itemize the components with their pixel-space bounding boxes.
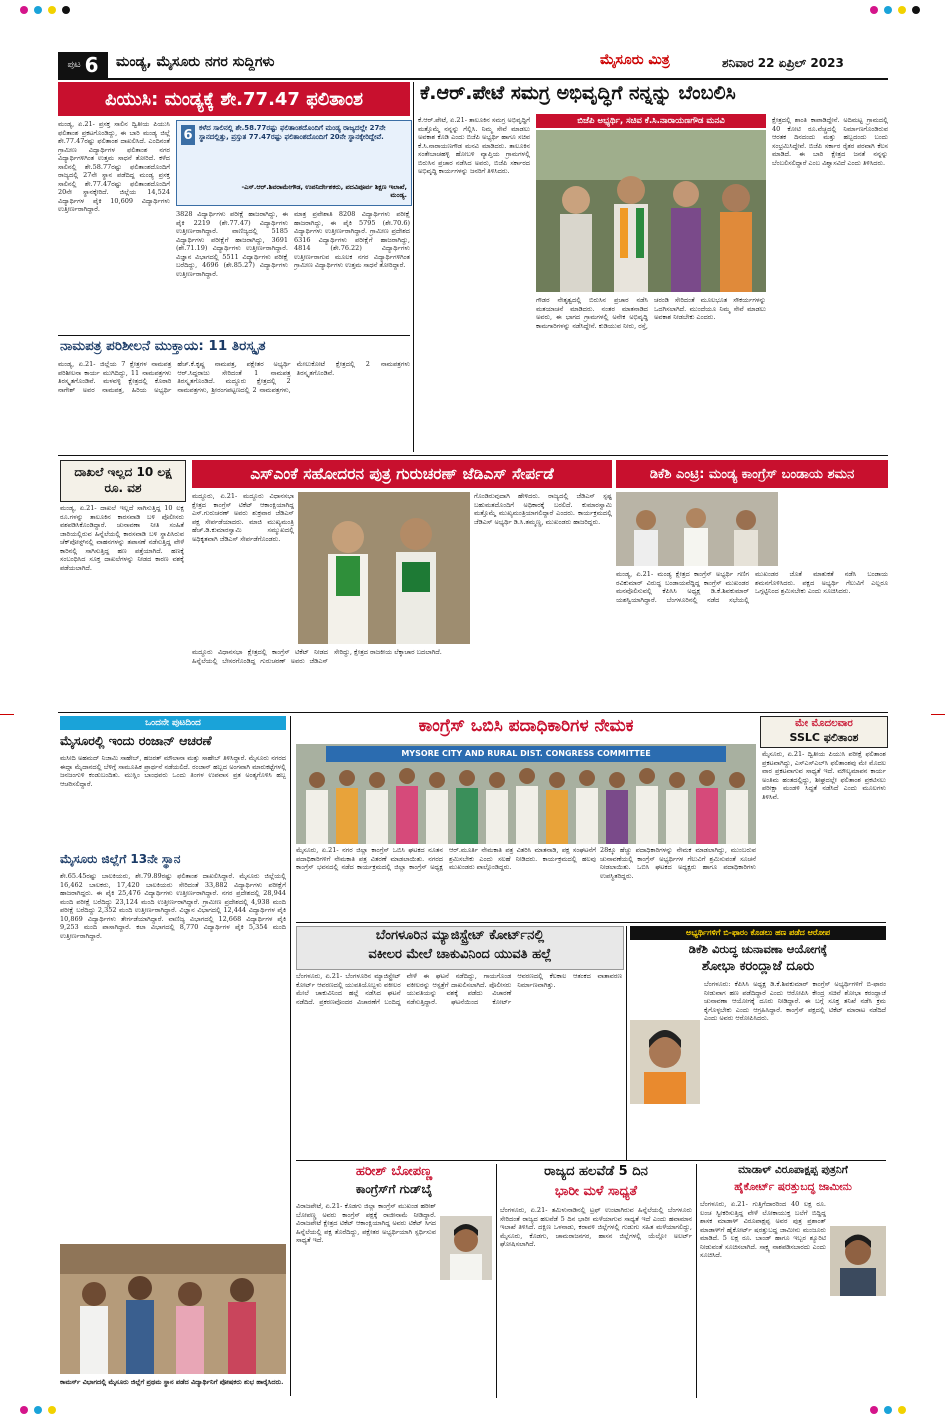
court-headline-1: ಬೆಂಗಳೂರಿನ ಮ್ಯಾಜಿಸ್ಟ್ರೇಟ್ ಕೋರ್ಟ್‌ನಲ್ಲಿ (375, 928, 545, 943)
shobha-headline-2: ಶೋಭಾ ಕರಂದ್ಲಾಜೆ ದೂರು (701, 959, 815, 974)
crop-mark (931, 714, 945, 715)
congress-obc-body2: 28ಕ್ಕೂ ಹೆಚ್ಚು ಪದಾಧಿಕಾರಿಗಳನ್ನು ನೇಮಕ ಮಾಡಲಾಗಿದ್ದು, ಮುಂಬರುವ ಚುನಾವಣೆಯಲ್ಲಿ ಕಾಂಗ್ರೆಸ್ ಅಭ್ಯರ್ಥಿಗಳ ಗೆಲುವಿಗೆ ಶ್ರಮಿಸುವಂತೆ ಸೂಚನೆ ನೀಡಲಾಯಿತು. ಒಬಿಸಿ ಘಟಕದ ಅಧ್ಯಕ್ಷರು ಹಾಗೂ ಪದಾಧಿಕಾರಿಗಳು ಉಪಸ್ಥಿತರಿದ್ದರು. (600, 846, 756, 880)
jds-body-bottom: ಮದ್ದೂರು ವಿಧಾನಸಭಾ ಕ್ಷೇತ್ರದಲ್ಲಿ ಕಾಂಗ್ರೆಸ್ ಟಿಕೆಟ್ ನೀಡದ ಹಿನ್ನೆಲೆಯಲ್ಲಿ ಬೇಸರಗೊಂಡಿದ್ದ ಗುರುಚರಣ್ ಅವರು ಜೆಡಿಎಸ್ ಸೇರಿದ್ದು, ಕ್ಷೇತ್ರದ ರಾಜಕೀಯ ಲೆಕ್ಕಾಚಾರ ಬದಲಾಗಿದೆ. (192, 648, 442, 665)
puc-body-b: 3828 ವಿದ್ಯಾರ್ಥಿಗಳು ಪರೀಕ್ಷೆ ಹಾಜರಾಗಿದ್ದು, ಈ ಪೈಕಿ 2219 (ಶೇ.77.47) ವಿದ್ಯಾರ್ಥಿಗಳು ಉತ್ತೀರ್ಣರಾಗಿದ್ದಾರೆ. ವಾಣಿಜ್ಯದಲ್ಲಿ 5185 ವಿದ್ಯಾರ್ಥಿಗಳು ಪರೀಕ್ಷೆಗೆ ಹಾಜರಾಗಿದ್ದು, 3691 (ಶೇ.71.19) ವಿದ್ಯಾರ್ಥಿಗಳು ಉತ್ತೀರ್ಣರಾಗಿದ್ದಾರೆ. ವಿಜ್ಞಾನ ವಿಭಾಗದಲ್ಲಿ 5511 ವಿದ್ಯಾರ್ಥಿಗಳು ಪರೀಕ್ಷೆ ಬರೆದಿದ್ದು, 4696 (ಶೇ.85.27) ವಿದ್ಯಾರ್ಥಿಗಳು ಉತ್ತೀರ್ಣರಾಗಿದ್ದಾರೆ. (176, 210, 288, 278)
krpet-subhead: ಬಿಜೆಪಿ ಅಭ್ಯರ್ಥಿ, ಸಚಿವ ಕೆ.ಸಿ.ನಾರಾಯಣಗೌಡ ಮನವಿ (536, 114, 766, 128)
puc-body-c: ಮಾತ್ರ ಪ್ರವೇಶಾತಿ 8208 ವಿದ್ಯಾರ್ಥಿಗಳು ಪರೀಕ್ಷೆ ಹಾಜರಾಗಿದ್ದು, ಈ ಪೈಕಿ 5795 (ಶೇ.70.6) ವಿದ್ಯಾರ್ಥಿಗಳು ಉತ್ತೀರ್ಣರಾಗಿದ್ದಾರೆ. ಗ್ರಾಮೀಣ ಪ್ರದೇಶದ 6316 ವಿದ್ಯಾರ್ಥಿಗಳು ಪರೀಕ್ಷೆಗೆ ಹಾಜರಾಗಿದ್ದು, 4814 (ಶೇ.76.22) ವಿದ್ಯಾರ್ಥಿಗಳು ಉತ್ತೀರ್ಣರಾಗುವ ಮೂಲಕ ನಗರ ವಿದ್ಯಾರ್ಥಿಗಳಿಗಿಂತ ಗ್ರಾಮೀಣ ವಿದ್ಯಾರ್ಥಿಗಳು ಉತ್ತಮ ಸಾಧನೆ ತೋರಿದ್ದಾರೆ. (294, 210, 410, 269)
portrait-illustration (830, 1226, 886, 1296)
registration-mark (48, 6, 56, 14)
nomination-body: ಮಂಡ್ಯ, ಏ.21- ಜಿಲ್ಲೆಯ 7 ಕ್ಷೇತ್ರಗಳ ನಾಮಪತ್ರ ಪರಿಶೀಲನಾ ಕಾರ್ಯ ಮುಗಿದಿದ್ದು, 11 ನಾಮಪತ್ರಗಳು ತಿರಸ್ಕೃತಗೊಂಡಿವೆ. ಮಳವಳ್ಳಿ ಕ್ಷೇತ್ರದಲ್ಲಿ ಕೊಠಾರಿ ನಾಗೇಶ್ ಅವರ ನಾಮಪತ್ರ, ಹಿರಿಯ ಅಭ್ಯರ್ಥಿ ಹೆಚ್.ಕೆ.ಕೃಷ್ಣ ನಾಮಪತ್ರ, ಪಕ್ಷೇತರ ಅಭ್ಯರ್ಥಿ ಆರ್.ಸಿದ್ದರಾಜು ಸೇರಿದಂತೆ 1 ನಾಮಪತ್ರ ತಿರಸ್ಕೃತಗೊಂಡಿದೆ. ಮದ್ದೂರು ಕ್ಷೇತ್ರದಲ್ಲಿ 2 ನಾಮಪತ್ರಗಳು, ಶ್ರೀರಂಗಪಟ್ಟಣದಲ್ಲಿ 2 ನಾಮಪತ್ರಗಳು, ಮೇಲುಕೋಟೆ ಕ್ಷೇತ್ರದಲ್ಲಿ 2 ನಾಮಪತ್ರಗಳು ತಿರಸ್ಕೃತಗೊಂಡಿವೆ. (58, 360, 410, 394)
divider (296, 1160, 886, 1161)
portrait-illustration (440, 1216, 492, 1280)
shobha-body: ಬೆಂಗಳೂರು: ಕೆಪಿಸಿಸಿ ಅಧ್ಯಕ್ಷ ಡಿ.ಕೆ.ಶಿವಕುಮಾರ್ ಕಾಂಗ್ರೆಸ್ ಅಭ್ಯರ್ಥಿಗಳಿಗೆ ಬಿ-ಫಾರಂ ನೀಡುವಾಗ ಹಣ ಪಡೆದಿದ್ದಾರೆ ಎಂದು ಆರೋಪಿಸಿ ಕೇಂದ್ರ ಸಚಿವೆ ಶೋಭಾ ಕರಂದ್ಲಾಜೆ ಚುನಾವಣಾ ಆಯೋಗಕ್ಕೆ ದೂರು ನೀಡಿದ್ದಾರೆ. ಈ ಬಗ್ಗೆ ಸೂಕ್ತ ತನಿಖೆ ನಡೆಸಿ ಕ್ರಮ ಕೈಗೊಳ್ಳಬೇಕು ಎಂದು ಆಗ್ರಹಿಸಿದ್ದಾರೆ. ಕಾಂಗ್ರೆಸ್ ಪಕ್ಷದಲ್ಲಿ ಟಿಕೆಟ್ ಮಾರಾಟ ನಡೆದಿದೆ ಎಂದು ಅವರು ಆರೋಪಿಸಿದರು. (704, 980, 886, 1022)
jds-joining-photo-illustration (298, 492, 470, 644)
harish-photo (440, 1216, 492, 1280)
paper-date: ಶನಿವಾರ 22 ಏಪ್ರಿಲ್ 2023 (722, 56, 844, 70)
crowd-photo-illustration (536, 130, 766, 292)
puc-headline: ಪಿಯುಸಿ: ಮಂಡ್ಯಕ್ಕೆ ಶೇ.77.47 ಫಲಿತಾಂಶ (58, 82, 410, 116)
court-headline-2: ವಕೀಲರ ಮೇಲೆ ಚಾಕುವಿನಿಂದ ಯುವತಿ ಹಲ್ಲೆ (368, 947, 552, 962)
harish-body: ವಿರಾಜಪೇಟೆ, ಏ.21- ಕೊಡಗು ಜಿಲ್ಲಾ ಕಾಂಗ್ರೆಸ್ ಮುಖಂಡ ಹರೀಶ್ ಬೋಪಣ್ಣ ಅವರು ಕಾಂಗ್ರೆಸ್ ಪಕ್ಷಕ್ಕೆ ರಾಜೀನಾಮೆ ನೀಡಿದ್ದಾರೆ. ವಿರಾಜಪೇಟೆ ಕ್ಷೇತ್ರದ ಟಿಕೆಟ್ ಆಕಾಂಕ್ಷಿಯಾಗಿದ್ದ ಅವರು ಟಿಕೆಟ್ ಸಿಗದ ಹಿನ್ನೆಲೆಯಲ್ಲಿ ಪಕ್ಷ ತೊರೆದಿದ್ದು, ಪಕ್ಷೇತರ ಅಭ್ಯರ್ಥಿಯಾಗಿ ಸ್ಪರ್ಧಿಸುವ ಸಾಧ್ಯತೆ ಇದೆ. (296, 1202, 436, 1244)
dakhale-headline-box (60, 460, 186, 502)
registration-mark (870, 6, 878, 14)
madal-body: ಬೆಂಗಳೂರು, ಏ.21- ಗುತ್ತಿಗೆದಾರರಿಂದ 40 ಲಕ್ಷ ರೂ. ಲಂಚ ಸ್ವೀಕರಿಸುತ್ತಿದ್ದ ವೇಳೆ ಲೋಕಾಯುಕ್ತ ಬಲೆಗೆ ಬಿದ್ದಿದ್ದ ಶಾಸಕ ಮಾಡಾಳ್ ವಿರೂಪಾಕ್ಷಪ್ಪ ಅವರ ಪುತ್ರ ಪ್ರಶಾಂತ್ ಮಾಡಾಳ್‌ಗೆ ಹೈಕೋರ್ಟ್ ಷರತ್ತುಬದ್ಧ ಜಾಮೀನು ಮಂಜೂರು ಮಾಡಿದೆ. 5 ಲಕ್ಷ ರೂ. ಬಾಂಡ್ ಹಾಗೂ ಇಬ್ಬರ ಶ್ಯೂರಿಟಿ ನೀಡುವಂತೆ ಸೂಚಿಸಲಾಗಿದೆ. ಸಾಕ್ಷ್ಯ ನಾಶಪಡಿಸಬಾರದು ಎಂದು ಸೂಚಿಸಿದೆ. (700, 1200, 826, 1259)
family-photo-caption: ಕಾಮರ್ಸ್ ವಿಭಾಗದಲ್ಲಿ ಮೈಸೂರು ಜಿಲ್ಲೆಗೆ ಪ್ರಥಮ ಸ್ಥಾನ ಪಡೆದ ವಿದ್ಯಾರ್ಥಿನಿಗೆ ಪೋಷಕರು ಶುಭ ಹಾರೈಸಿದರು. (60, 1378, 284, 1386)
page-number-box (58, 52, 108, 78)
jds-photo (298, 492, 470, 644)
jds-body-right: ಗೊಂಡಿರುವುದಾಗಿ ಹೇಳಿದರು. ರಾಜ್ಯದಲ್ಲಿ ಜೆಡಿಎಸ್ ಸ್ಪಷ್ಟ ಬಹುಮತದೊಂದಿಗೆ ಅಧಿಕಾರಕ್ಕೆ ಬರಲಿದೆ. ಕುಮಾರಸ್ವಾಮಿ ಮತ್ತೊಮ್ಮೆ ಮುಖ್ಯಮಂತ್ರಿಯಾಗಲಿದ್ದಾರೆ ಎಂದರು. ಕಾರ್ಯಕ್ರಮದಲ್ಲಿ ಜೆಡಿಎಸ್ ಅಭ್ಯರ್ಥಿ ಡಿ.ಸಿ.ತಮ್ಮಣ್ಣ, ಮುಖಂಡರು ಹಾಜರಿದ್ದರು. (474, 492, 612, 526)
registration-mark (870, 1406, 878, 1414)
mysuru13-body: ಶೇ.65.45ರಷ್ಟು ಬಾಲಕಿಯರು, ಶೇ.79.89ರಷ್ಟು ಫಲಿತಾಂಶ ದಾಖಲಿಸಿದ್ದಾರೆ. ಮೈಸೂರು ಜಿಲ್ಲೆಯಲ್ಲಿ 16,462 ಬಾಲಕರು, 17,420 ಬಾಲಕಿಯರು ಸೇರಿದಂತೆ 33,882 ವಿದ್ಯಾರ್ಥಿಗಳು ಪರೀಕ್ಷೆಗೆ ಹಾಜರಾಗಿದ್ದರು. ಈ ಪೈಕಿ 25,476 ವಿದ್ಯಾರ್ಥಿಗಳು ಉತ್ತೀರ್ಣರಾಗಿದ್ದಾರೆ. ನಗರ ಪ್ರದೇಶದಲ್ಲಿ 28,944 ಮಂದಿ ಪರೀಕ್ಷೆ ಬರೆದಿದ್ದು 23,124 ಮಂದಿ ಉತ್ತೀರ್ಣರಾಗಿದ್ದಾರೆ. ಗ್ರಾಮೀಣ ಪ್ರದೇಶದಲ್ಲಿ 4,938 ಮಂದಿ ಪರೀಕ್ಷೆ ಬರೆದಿದ್ದು 2,352 ಮಂದಿ ಉತ್ತೀರ್ಣರಾಗಿದ್ದಾರೆ. ವಿಜ್ಞಾನ ವಿಭಾಗದಲ್ಲಿ 12,444 ವಿದ್ಯಾರ್ಥಿಗಳ ಪೈಕಿ 10,869 ವಿದ್ಯಾರ್ಥಿಗಳು ತೇರ್ಗಡೆಯಾಗಿದ್ದಾರೆ. ವಾಣಿಜ್ಯ ವಿಭಾಗದಲ್ಲಿ 12,668 ವಿದ್ಯಾರ್ಥಿಗಳ ಪೈಕಿ 9,253 ಮಂದಿ ಪಾಸಾಗಿದ್ದಾರೆ. ಕಲಾ ವಿಭಾಗದಲ್ಲಿ 8,770 ವಿದ್ಯಾರ್ಥಿಗಳ ಪೈಕಿ 5,354 ಮಂದಿ ಉತ್ತೀರ್ಣರಾಗಿದ್ದಾರೆ. (60, 872, 286, 940)
family-photo-illustration (60, 1244, 286, 1374)
continued-banner: ಒಂದನೇ ಪುಟದಿಂದ (60, 716, 286, 730)
page-number: 6 (84, 53, 99, 77)
meeting-photo-illustration (616, 492, 778, 566)
registration-mark (34, 6, 42, 14)
madal-headline-1: ಮಾಡಾಳ್ ವಿರೂಪಾಕ್ಷಪ್ಪ ಪುತ್ರನಿಗೆ (738, 1164, 848, 1176)
krpet-body-left: ಕೆ.ಆರ್.ಪೇಟೆ, ಏ.21- ತಾಲೂಕಿನ ಸಮಗ್ರ ಅಭಿವೃದ್ಧಿಗೆ ಮತ್ತೊಮ್ಮೆ ನನ್ನನ್ನು ಗೆಲ್ಲಿಸಿ. ನಿಮ್ಮ ಸೇವೆ ಮಾಡಲು ಅವಕಾಶ ಕೊಡಿ ಎಂದು ಬಿಜೆಪಿ ಅಭ್ಯರ್ಥಿ ಹಾಗೂ ಸಚಿವ ಕೆ.ಸಿ.ನಾರಾಯಣಗೌಡ ಮನವಿ ಮಾಡಿದರು. ತಾಲೂಕಿನ ಸಂತೇಬಾಚಹಳ್ಳಿ ಹೋಬಳಿ ವ್ಯಾಪ್ತಿಯ ಗ್ರಾಮಗಳಲ್ಲಿ ಬಿರುಸಿನ ಪ್ರಚಾರ ನಡೆಸಿದ ಅವರು, ಬಿಜೆಪಿ ಸರ್ಕಾರದ ಅಭಿವೃದ್ಧಿ ಕಾರ್ಯಗಳನ್ನು ಜನರಿಗೆ ತಿಳಿಸಿದರು. (418, 116, 530, 175)
section-title: ಮಂಡ್ಯ, ಮೈಸೂರು ನಗರ ಸುದ್ದಿಗಳು (116, 54, 275, 70)
rain-headline-2: ಭಾರೀ ಮಳೆ ಸಾಧ್ಯತೆ (554, 1184, 638, 1199)
sslc-body: ಮೈಸೂರು, ಏ.21- ದ್ವಿತೀಯ ಪಿಯುಸಿ ಪರೀಕ್ಷೆ ಫಲಿತಾಂಶ ಪ್ರಕಟವಾಗಿದ್ದು, ಎಸ್‌ಎಸ್‌ಎಲ್‌ಸಿ ಫಲಿತಾಂಶವು ಮೇ ಮೊದಲ ವಾರ ಪ್ರಕಟವಾಗುವ ಸಾಧ್ಯತೆ ಇದೆ. ಮೌಲ್ಯಮಾಪನ ಕಾರ್ಯ ಅಂತಿಮ ಹಂತದಲ್ಲಿದ್ದು, ಶೀಘ್ರದಲ್ಲೇ ಫಲಿತಾಂಶ ಪ್ರಕಟಿಸಲು ಪರೀಕ್ಷಾ ಮಂಡಳಿ ಸಿದ್ಧತೆ ನಡೆಸಿದೆ ಎಂದು ಮೂಲಗಳು ತಿಳಿಸಿವೆ. (762, 750, 886, 801)
registration-mark (20, 6, 28, 14)
divider (58, 455, 888, 456)
dkshi-photo (616, 492, 778, 566)
puc-highlight-text: ಕಳೆದ ಸಾಲಿನಲ್ಲಿ ಶೇ.58.77ರಷ್ಟು ಫಲಿತಾಂಶದೊಂದಿಗೆ ಮಂಡ್ಯ ರಾಜ್ಯದಲ್ಲೇ 27ನೇ ಸ್ಥಾನದಲ್ಲಿತ್ತು, ಪ್ರಸ್ತುತ 77.47ರಷ್ಟು ಫಲಿತಾಂಶದೊಂದಿಗೆ 20ನೇ ಸ್ಥಾನಕ್ಕೇರಿದ್ದೇವೆ. (199, 124, 386, 141)
congress-obc-body: ಮೈಸೂರು, ಏ.21- ನಗರ ಜಿಲ್ಲಾ ಕಾಂಗ್ರೆಸ್ ಒಬಿಸಿ ಘಟಕದ ನೂತನ ಪದಾಧಿಕಾರಿಗಳಿಗೆ ನೇಮಕಾತಿ ಪತ್ರ ವಿತರಣೆ ಮಾಡಲಾಯಿತು. ನಗರದ ಕಾಂಗ್ರೆಸ್ ಭವನದಲ್ಲಿ ನಡೆದ ಕಾರ್ಯಕ್ರಮದಲ್ಲಿ ಜಿಲ್ಲಾ ಕಾಂಗ್ರೆಸ್ ಅಧ್ಯಕ್ಷ ಆರ್.ಮೂರ್ತಿ ನೇಮಕಾತಿ ಪತ್ರ ವಿತರಿಸಿ ಮಾತನಾಡಿ, ಪಕ್ಷ ಸಂಘಟನೆಗೆ ಶ್ರಮಿಸಬೇಕು ಎಂದು ಸಲಹೆ ನೀಡಿದರು. ಕಾರ್ಯಕ್ರಮದಲ್ಲಿ ಹಲವು ಮುಖಂಡರು ಪಾಲ್ಗೊಂಡಿದ್ದರು. (296, 846, 596, 871)
dakhale-headline: ದಾಖಲೆ ಇಲ್ಲದ 10 ಲಕ್ಷ ರೂ. ವಶ (74, 465, 172, 495)
group-people-illustration (296, 764, 756, 844)
dkshi-headline: ಡಿಕೆಶಿ ಎಂಟ್ರಿ: ಮಂಡ್ಯ ಕಾಂಗ್ರೆಸ್ ಬಂಡಾಯ ಶಮನ (616, 460, 888, 488)
registration-mark (884, 6, 892, 14)
highlight-number-icon: 6 (181, 125, 195, 145)
registration-mark (898, 6, 906, 14)
krpet-body-right: ಕ್ಷೇತ್ರದಲ್ಲಿ ಶಾಂತಿ ಕಾಪಾಡಿದ್ದೇನೆ. ಅದಿಮಟ್ಟ ಗ್ರಾಮದಲ್ಲಿ 40 ಕೋಟಿ ರೂ.ವೆಚ್ಚದಲ್ಲಿ ನಿರ್ಮಾಣಗೊಂಡಿರುವ ಆರತಕ ದಿನದಂದು ಮತ್ತು ಹಬ್ಬದಂದು ಬಂದು ಸಂಭ್ರಮಿಸಿದ್ದೇವೆ. ಬಿಜೆಪಿ ಸರ್ಕಾರ ರೈತರ ಪರವಾಗಿ ಕೆಲಸ ಮಾಡಿದೆ. ಈ ಬಾರಿ ಕ್ಷೇತ್ರದ ಜನತೆ ನನ್ನನ್ನು ಬೆಂಬಲಿಸಲಿದ್ದಾರೆ ಎಂಬ ವಿಶ್ವಾಸವಿದೆ ಎಂದು ತಿಳಿಸಿದರು. (772, 116, 888, 167)
divider (296, 922, 886, 923)
shobha-headline-1: ಡಿಕೆಶಿ ವಿರುದ್ಧ ಚುನಾವಣಾ ಆಯೋಗಕ್ಕೆ (688, 942, 828, 956)
registration-mark (898, 1406, 906, 1414)
rain-headline-1: ರಾಜ್ಯದ ಹಲವೆಡೆ 5 ದಿನ (544, 1164, 648, 1179)
krpet-body-mid: ಗೌಡರ ನೇತೃತ್ವದಲ್ಲಿ ಬಿರುಸಿನ ಪ್ರಚಾರ ನಡೆಸಿ ಮತಯಾಚನೆ ಮಾಡಿದರು. ನಂತರ ಮಾತನಾಡಿದ ಅವರು, ಈ ಭಾಗದ ಗ್ರಾಮಗಳಲ್ಲಿ ಅನೇಕ ಅಭಿವೃದ್ಧಿ ಕಾಮಗಾರಿಗಳನ್ನು ನಡೆಸಿದ್ದೇನೆ. ಕುಡಿಯುವ ನೀರು, ರಸ್ತೆ, ಚರಂಡಿ ಸೇರಿದಂತೆ ಮೂಲಭೂತ ಸೌಕರ್ಯಗಳನ್ನು ಒದಗಿಸಲಾಗಿದೆ. ಮುಂದೆಯೂ ನಿಮ್ಮ ಸೇವೆ ಮಾಡಲು ಅವಕಾಶ ನೀಡಬೇಕು ಎಂದರು. (536, 296, 766, 330)
mysuru13-headline: ಮೈಸೂರು ಜಿಲ್ಲೆಗೆ 13ನೇ ಸ್ಥಾನ (60, 852, 181, 866)
registration-mark (20, 1406, 28, 1414)
court-body: ಬೆಂಗಳೂರು, ಏ.21- ಬೆಂಗಳೂರಿನ ಮ್ಯಾಜಿಸ್ಟ್ರೇಟ್ ಕೋರ್ಟ್ ಆವರಣದಲ್ಲಿ ಯುವತಿಯೊಬ್ಬಳು ವಕೀಲರ ಮೇಲೆ ಚಾಕುವಿನಿಂದ ಹಲ್ಲೆ ನಡೆಸಿದ ಘಟನೆ ನಡೆದಿದೆ. ಪ್ರಕರಣವೊಂದರ ವಿಚಾರಣೆಗೆ ಬಂದಿದ್ದ ವೇಳೆ ಈ ಘಟನೆ ನಡೆದಿದ್ದು, ಗಾಯಗೊಂಡ ವಕೀಲರನ್ನು ಆಸ್ಪತ್ರೆಗೆ ದಾಖಲಿಸಲಾಗಿದೆ. ಪೊಲೀಸರು ಯುವತಿಯನ್ನು ವಶಕ್ಕೆ ಪಡೆದು ವಿಚಾರಣೆ ನಡೆಸುತ್ತಿದ್ದಾರೆ. ಘಟನೆಯಿಂದ ಕೋರ್ಟ್ ಆವರಣದಲ್ಲಿ ಕೆಲಕಾಲ ಆತಂಕದ ವಾತಾವರಣ ನಿರ್ಮಾಣವಾಗಿತ್ತು. (296, 972, 622, 1006)
harish-headline-1: ಹರೀಶ್ ಬೋಪಣ್ಣ (355, 1164, 433, 1179)
ranjan-headline: ಮೈಸೂರಲ್ಲಿ ಇಂದು ರಂಜಾನ್ ಆಚರಣೆ (60, 733, 212, 748)
column-divider (626, 926, 627, 1160)
congress-obc-headline: ಕಾಂಗ್ರೆಸ್ ಒಬಿಸಿ ಪದಾಧಿಕಾರಿಗಳ ನೇಮಕ (418, 716, 634, 736)
harish-headline-2: ಕಾಂಗ್ರೆಸ್‌ಗೆ ಗುಡ್‌ಬೈ (355, 1182, 433, 1196)
registration-mark (48, 1406, 56, 1414)
congress-banner-text: MYSORE CITY AND RURAL DIST. CONGRESS COMMITTEE (401, 749, 651, 758)
registration-mark (34, 1406, 42, 1414)
column-divider (696, 1164, 697, 1398)
crop-mark (0, 714, 14, 715)
madal-photo (830, 1226, 886, 1296)
column-divider (496, 1164, 497, 1398)
divider (58, 335, 410, 336)
family-photo (60, 1244, 286, 1374)
ranjan-body: ಮಸೀದಿ ಅಹಮದ್ ನಿಜಾಮಿ ಸಾಹೇಬ್, ಹಜರತ್ ಮೌಲಾನಾ ಮತ್ತು ಸಾಹೇಬ್ ತಿಳಿಸಿದ್ದಾರೆ. ಮೈಸೂರು ನಗರದ ಈದ್ಗಾ ಮೈದಾನದಲ್ಲಿ ಬೆಳಿಗ್ಗೆ ಸಾಮೂಹಿಕ ಪ್ರಾರ್ಥನೆ ನಡೆಯಲಿದೆ. ರಂಜಾನ್ ಹಬ್ಬದ ಅಂಗವಾಗಿ ಮಾರುಕಟ್ಟೆಗಳಲ್ಲಿ ಜನಜಂಗುಳಿ ಕಂಡುಬಂದಿತು. ಮುಸ್ಲಿಂ ಬಾಂಧವರು ಒಂದು ತಿಂಗಳ ಉಪವಾಸ ವ್ರತ ಅಂತ್ಯಗೊಳಿಸಿ ಹಬ್ಬ ಆಚರಿಸಲಿದ್ದಾರೆ. (60, 754, 286, 788)
shobha-kicker: ಅಭ್ಯರ್ಥಿಗಳಿಗೆ ಬಿ-ಫಾರಂ ಕೊಡಲು ಹಣ ಪಡೆದ ಆರೋಪ (630, 926, 886, 940)
column-divider (290, 716, 291, 1396)
sslc-headline-2: SSLC ಫಲಿತಾಂಶ (789, 731, 859, 744)
jds-body-left: ಮದ್ದೂರು, ಏ.21- ಮದ್ದೂರು ವಿಧಾನಸಭಾ ಕ್ಷೇತ್ರದ ಕಾಂಗ್ರೆಸ್ ಟಿಕೆಟ್ ಆಕಾಂಕ್ಷಿಯಾಗಿದ್ದ ಎಸ್.ಗುರುಚರಣ್ ಅವರು ಶುಕ್ರವಾರ ಜೆಡಿಎಸ್ ಪಕ್ಷ ಸೇರ್ಪಡೆಯಾದರು. ಮಾಜಿ ಮುಖ್ಯಮಂತ್ರಿ ಹೆಚ್.ಡಿ.ಕುಮಾರಸ್ವಾಮಿ ಸಮ್ಮುಖದಲ್ಲಿ ಅಧಿಕೃತವಾಗಿ ಜೆಡಿಎಸ್ ಸೇರ್ಪಡೆಗೊಂಡರು. (192, 492, 294, 543)
congress-obc-photo (296, 744, 756, 844)
registration-mark (884, 1406, 892, 1414)
page-label: ಪುಟ (67, 60, 81, 70)
puc-body-a: ಮಂಡ್ಯ, ಏ.21- ಪ್ರಸಕ್ತ ಸಾಲಿನ ದ್ವಿತೀಯ ಪಿಯುಸಿ ಫಲಿತಾಂಶ ಪ್ರಕಟಗೊಂಡಿದ್ದು, ಈ ಬಾರಿ ಮಂಡ್ಯ ಜಿಲ್ಲೆ ಶೇ.77.47ರಷ್ಟು ಫಲಿತಾಂಶ ದಾಖಲಿಸಿದೆ. ಎಂದಿನಂತೆ ಗ್ರಾಮೀಣ ವಿದ್ಯಾರ್ಥಿಗಳ ಫಲಿತಾಂಶ ನಗರ ವಿದ್ಯಾರ್ಥಿಗಳಿಗಿಂತ ಉತ್ತಮ ಸಾಧನೆ ತೋರಿದೆ. ಕಳೆದ ಸಾಲಿನಲ್ಲಿ ಶೇ.58.77ರಷ್ಟು ಫಲಿತಾಂಶದೊಂದಿಗೆ ರಾಜ್ಯದಲ್ಲಿ 27ನೇ ಸ್ಥಾನ ಪಡೆದಿದ್ದ ಮಂಡ್ಯ ಪ್ರಸಕ್ತ ಸಾಲಿನಲ್ಲಿ ಶೇ.77.47ರಷ್ಟು ಫಲಿತಾಂಶದೊಂದಿಗೆ 20ನೇ ಸ್ಥಾನಕ್ಕೇರಿದೆ. ಜಿಲ್ಲೆಯ 14,524 ವಿದ್ಯಾರ್ಥಿಗಳ ಪೈಕಿ 10,609 ವಿದ್ಯಾರ್ಥಿಗಳು ಉತ್ತೀರ್ಣರಾಗಿದ್ದಾರೆ. (58, 120, 170, 213)
registration-mark (912, 6, 920, 14)
puc-quote-by: -ಎಸ್.ಆರ್.ಶಿವರಾಮೇಗೌಡ, ಉಪನಿರ್ದೇಶಕರು, ಪದವಿಪೂರ್ವ ಶಿಕ್ಷಣ ಇಲಾಖೆ, ಮಂಡ್ಯ. (241, 183, 407, 199)
krpet-headline: ಕೆ.ಆರ್.ಪೇಟೆ ಸಮಗ್ರ ಅಭಿವೃದ್ಧಿಗೆ ನನ್ನನ್ನು ಬೆಂಬಲಿಸಿ (420, 82, 736, 104)
dakhale-body: ಮಂಡ್ಯ, ಏ.21- ದಾಖಲೆ ಇಲ್ಲದೆ ಸಾಗಿಸುತ್ತಿದ್ದ 10 ಲಕ್ಷ ರೂ.ಗಳನ್ನು ತಾಲೂಕಿನ ಕಾರಸವಾಡಿ ಬಳಿ ಪೊಲೀಸರು ವಶಪಡಿಸಿಕೊಂಡಿದ್ದಾರೆ. ಚುನಾವಣಾ ನೀತಿ ಸಂಹಿತೆ ಜಾರಿಯಲ್ಲಿರುವ ಹಿನ್ನೆಲೆಯಲ್ಲಿ ಕಾರಸವಾಡಿ ಬಳಿ ಸ್ಥಾಪಿಸಿರುವ ಚೆಕ್‌ಪೋಸ್ಟ್‌ನಲ್ಲಿ ವಾಹನಗಳನ್ನು ತಪಾಸಣೆ ನಡೆಸುತ್ತಿದ್ದ ವೇಳೆ ಕಾರಿನಲ್ಲಿ ಸಾಗಿಸುತ್ತಿದ್ದ ಹಣ ಪತ್ತೆಯಾಗಿದೆ. ಹಣಕ್ಕೆ ಸಂಬಂಧಿಸಿದ ಸೂಕ್ತ ದಾಖಲೆಗಳನ್ನು ನೀಡದ ಕಾರಣ ವಶಕ್ಕೆ ಪಡೆಯಲಾಗಿದೆ. (60, 504, 184, 572)
sslc-headline-1: ಮೇ ಮೊದಲವಾರ (795, 718, 853, 729)
shobha-photo (630, 1020, 700, 1104)
puc-highlight-box (176, 120, 412, 206)
jds-headline: ಎಸ್‌ಎಂಕೆ ಸಹೋದರನ ಪುತ್ರ ಗುರುಚರಣ್ ಜೆಡಿಎಸ್ ಸೇರ್ಪಡೆ (192, 460, 612, 488)
nomination-headline: ನಾಮಪತ್ರ ಪರಿಶೀಲನೆ ಮುಕ್ತಾಯ: 11 ತಿರಸ್ಕೃತ (60, 338, 266, 354)
dkshi-body: ಮಂಡ್ಯ, ಏ.21- ಮಂಡ್ಯ ಕ್ಷೇತ್ರದ ಕಾಂಗ್ರೆಸ್ ಅಭ್ಯರ್ಥಿ ಗಣಿಗ ರವಿಕುಮಾರ್ ವಿರುದ್ಧ ಬಂಡಾಯವೆದ್ದಿದ್ದ ಕಾಂಗ್ರೆಸ್ ಮುಖಂಡರ ಮನವೊಲಿಸುವಲ್ಲಿ ಕೆಪಿಸಿಸಿ ಅಧ್ಯಕ್ಷ ಡಿ.ಕೆ.ಶಿವಕುಮಾರ್ ಯಶಸ್ವಿಯಾಗಿದ್ದಾರೆ. ಬೆಂಗಳೂರಿನಲ್ಲಿ ನಡೆದ ಸಭೆಯಲ್ಲಿ ಮುಖಂಡರ ಜೊತೆ ಮಾತುಕತೆ ನಡೆಸಿ ಬಂಡಾಯ ಶಮನಗೊಳಿಸಿದರು. ಪಕ್ಷದ ಅಭ್ಯರ್ಥಿ ಗೆಲುವಿಗೆ ಎಲ್ಲರೂ ಒಗ್ಗಟ್ಟಿನಿಂದ ಶ್ರಮಿಸಬೇಕು ಎಂದು ಸೂಚಿಸಿದರು. (616, 570, 888, 604)
madal-headline-2: ಹೈಕೋರ್ಟ್ ಷರತ್ತುಬದ್ಧ ಜಾಮೀನು (734, 1181, 852, 1193)
column-divider (413, 82, 414, 452)
rain-body: ಬೆಂಗಳೂರು, ಏ.21- ತಮಿಳುನಾಡಿನಲ್ಲಿ ಟ್ರಫ್ ಉಂಟಾಗಿರುವ ಹಿನ್ನೆಲೆಯಲ್ಲಿ ಬೆಂಗಳೂರು ಸೇರಿದಂತೆ ರಾಜ್ಯದ ಹಲವೆಡೆ 5 ದಿನ ಭಾರೀ ಮಳೆಯಾಗುವ ಸಾಧ್ಯತೆ ಇದೆ ಎಂದು ಹವಾಮಾನ ಇಲಾಖೆ ತಿಳಿಸಿದೆ. ದಕ್ಷಿಣ ಒಳನಾಡು, ಕರಾವಳಿ ಜಿಲ್ಲೆಗಳಲ್ಲಿ ಗುಡುಗು ಸಹಿತ ಮಳೆಯಾಗಲಿದ್ದು, ಮೈಸೂರು, ಕೊಡಗು, ಚಾಮರಾಜನಗರ, ಹಾಸನ ಜಿಲ್ಲೆಗಳಲ್ಲಿ ಯೆಲ್ಲೋ ಅಲರ್ಟ್ ಘೋಷಿಸಲಾಗಿದೆ. (500, 1206, 692, 1248)
krpet-campaign-photo (536, 130, 766, 292)
portrait-illustration (630, 1020, 700, 1104)
divider (58, 712, 888, 713)
paper-name: ಮೈಸೂರು ಮಿತ್ರ (600, 52, 670, 68)
registration-mark (62, 6, 70, 14)
